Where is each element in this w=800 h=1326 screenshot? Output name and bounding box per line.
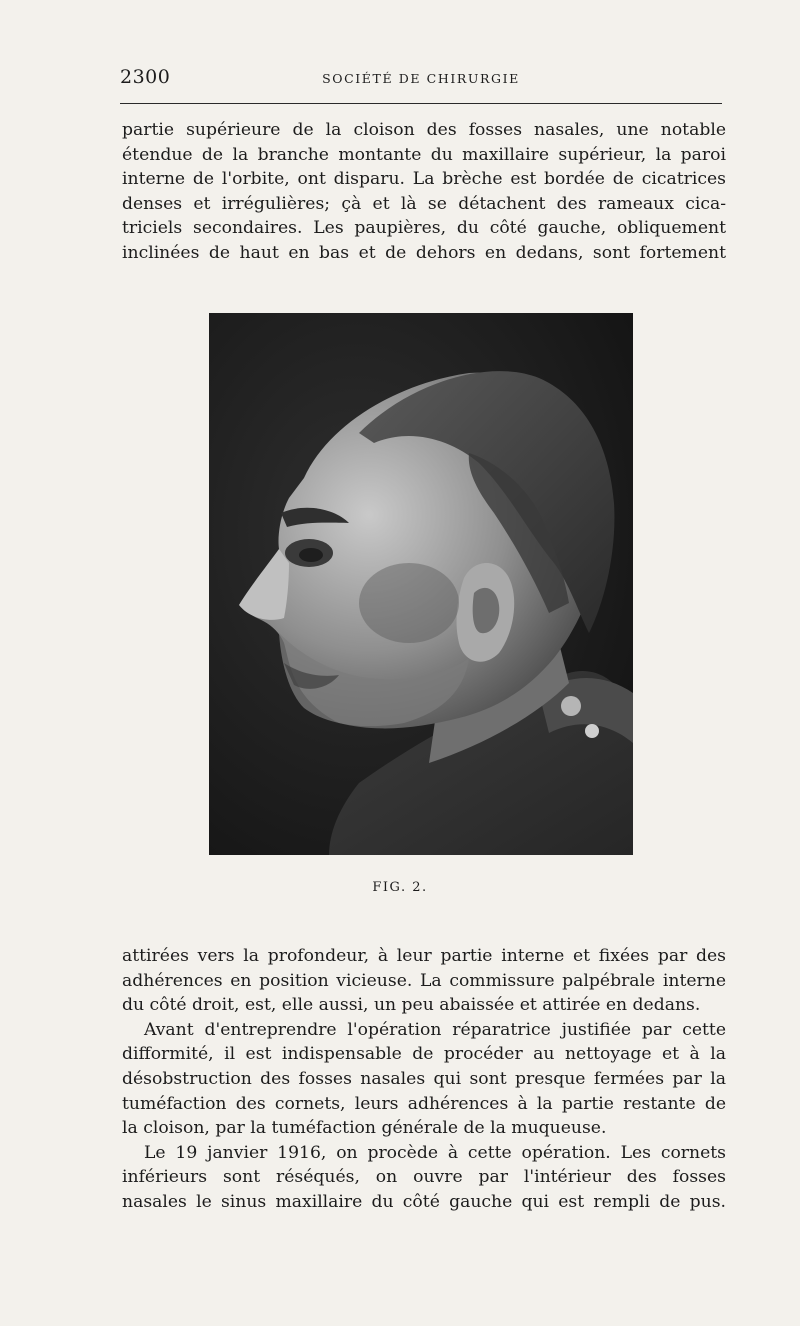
text-line: difformité, il est indispensable de procéder au nettoyage et à la <box>122 1044 726 1065</box>
page-header <box>120 66 722 94</box>
text-line: interne de l'orbite, ont disparu. La brèche est bordée de cicatrices <box>122 169 726 190</box>
text-line: tuméfaction des cornets, leurs adhérences à la partie restante de <box>122 1093 726 1114</box>
paragraph-top <box>122 118 726 266</box>
text-line: denses et irrégulières; çà et là se détachent des rameaux cica- <box>122 193 726 214</box>
text-line: désobstruction des fosses nasales qui sont presque fermées par la <box>122 1068 726 1089</box>
running-head: SOCIÉTÉ DE CHIRURGIE <box>322 71 520 86</box>
text-line: inférieurs sont réséqués, on ouvre par l'intérieur des fosses <box>122 1167 726 1188</box>
text-line: triciels secondaires. Les paupières, du côté gauche, obliquement <box>122 218 726 239</box>
paragraph-bottom <box>122 944 726 1215</box>
text-line: partie supérieure de la cloison des fosses nasales, une notable <box>122 120 726 140</box>
text-line: étendue de la branche montante du maxillaire supérieur, la paroi <box>122 144 726 165</box>
text-line: la cloison, par la tuméfaction générale de la muqueuse. <box>122 1118 607 1139</box>
text-line: inclinées de haut en bas et de dehors en dedans, sont fortement <box>122 242 726 263</box>
portrait-photo <box>209 313 633 855</box>
figure-photograph <box>209 313 633 855</box>
figure-caption: FIG. 2. <box>372 880 428 895</box>
text-line: adhérences en position vicieuse. La commissure palpébrale interne <box>122 970 726 991</box>
text-line: nasales le sinus maxillaire du côté gauche qui est rempli de pus. <box>122 1191 726 1212</box>
header-rule <box>120 103 722 104</box>
page-number: 2300 <box>120 66 171 88</box>
text-line: attirées vers la profondeur, à leur partie interne et fixées par des <box>122 946 726 966</box>
text-line: du côté droit, est, elle aussi, un peu abaissée et attirée en dedans. <box>122 995 701 1016</box>
text-line: Le 19 janvier 1916, on procède à cette opération. Les cornets <box>144 1142 726 1163</box>
text-line: Avant d'entreprendre l'opération réparatrice justifiée par cette <box>144 1019 726 1040</box>
